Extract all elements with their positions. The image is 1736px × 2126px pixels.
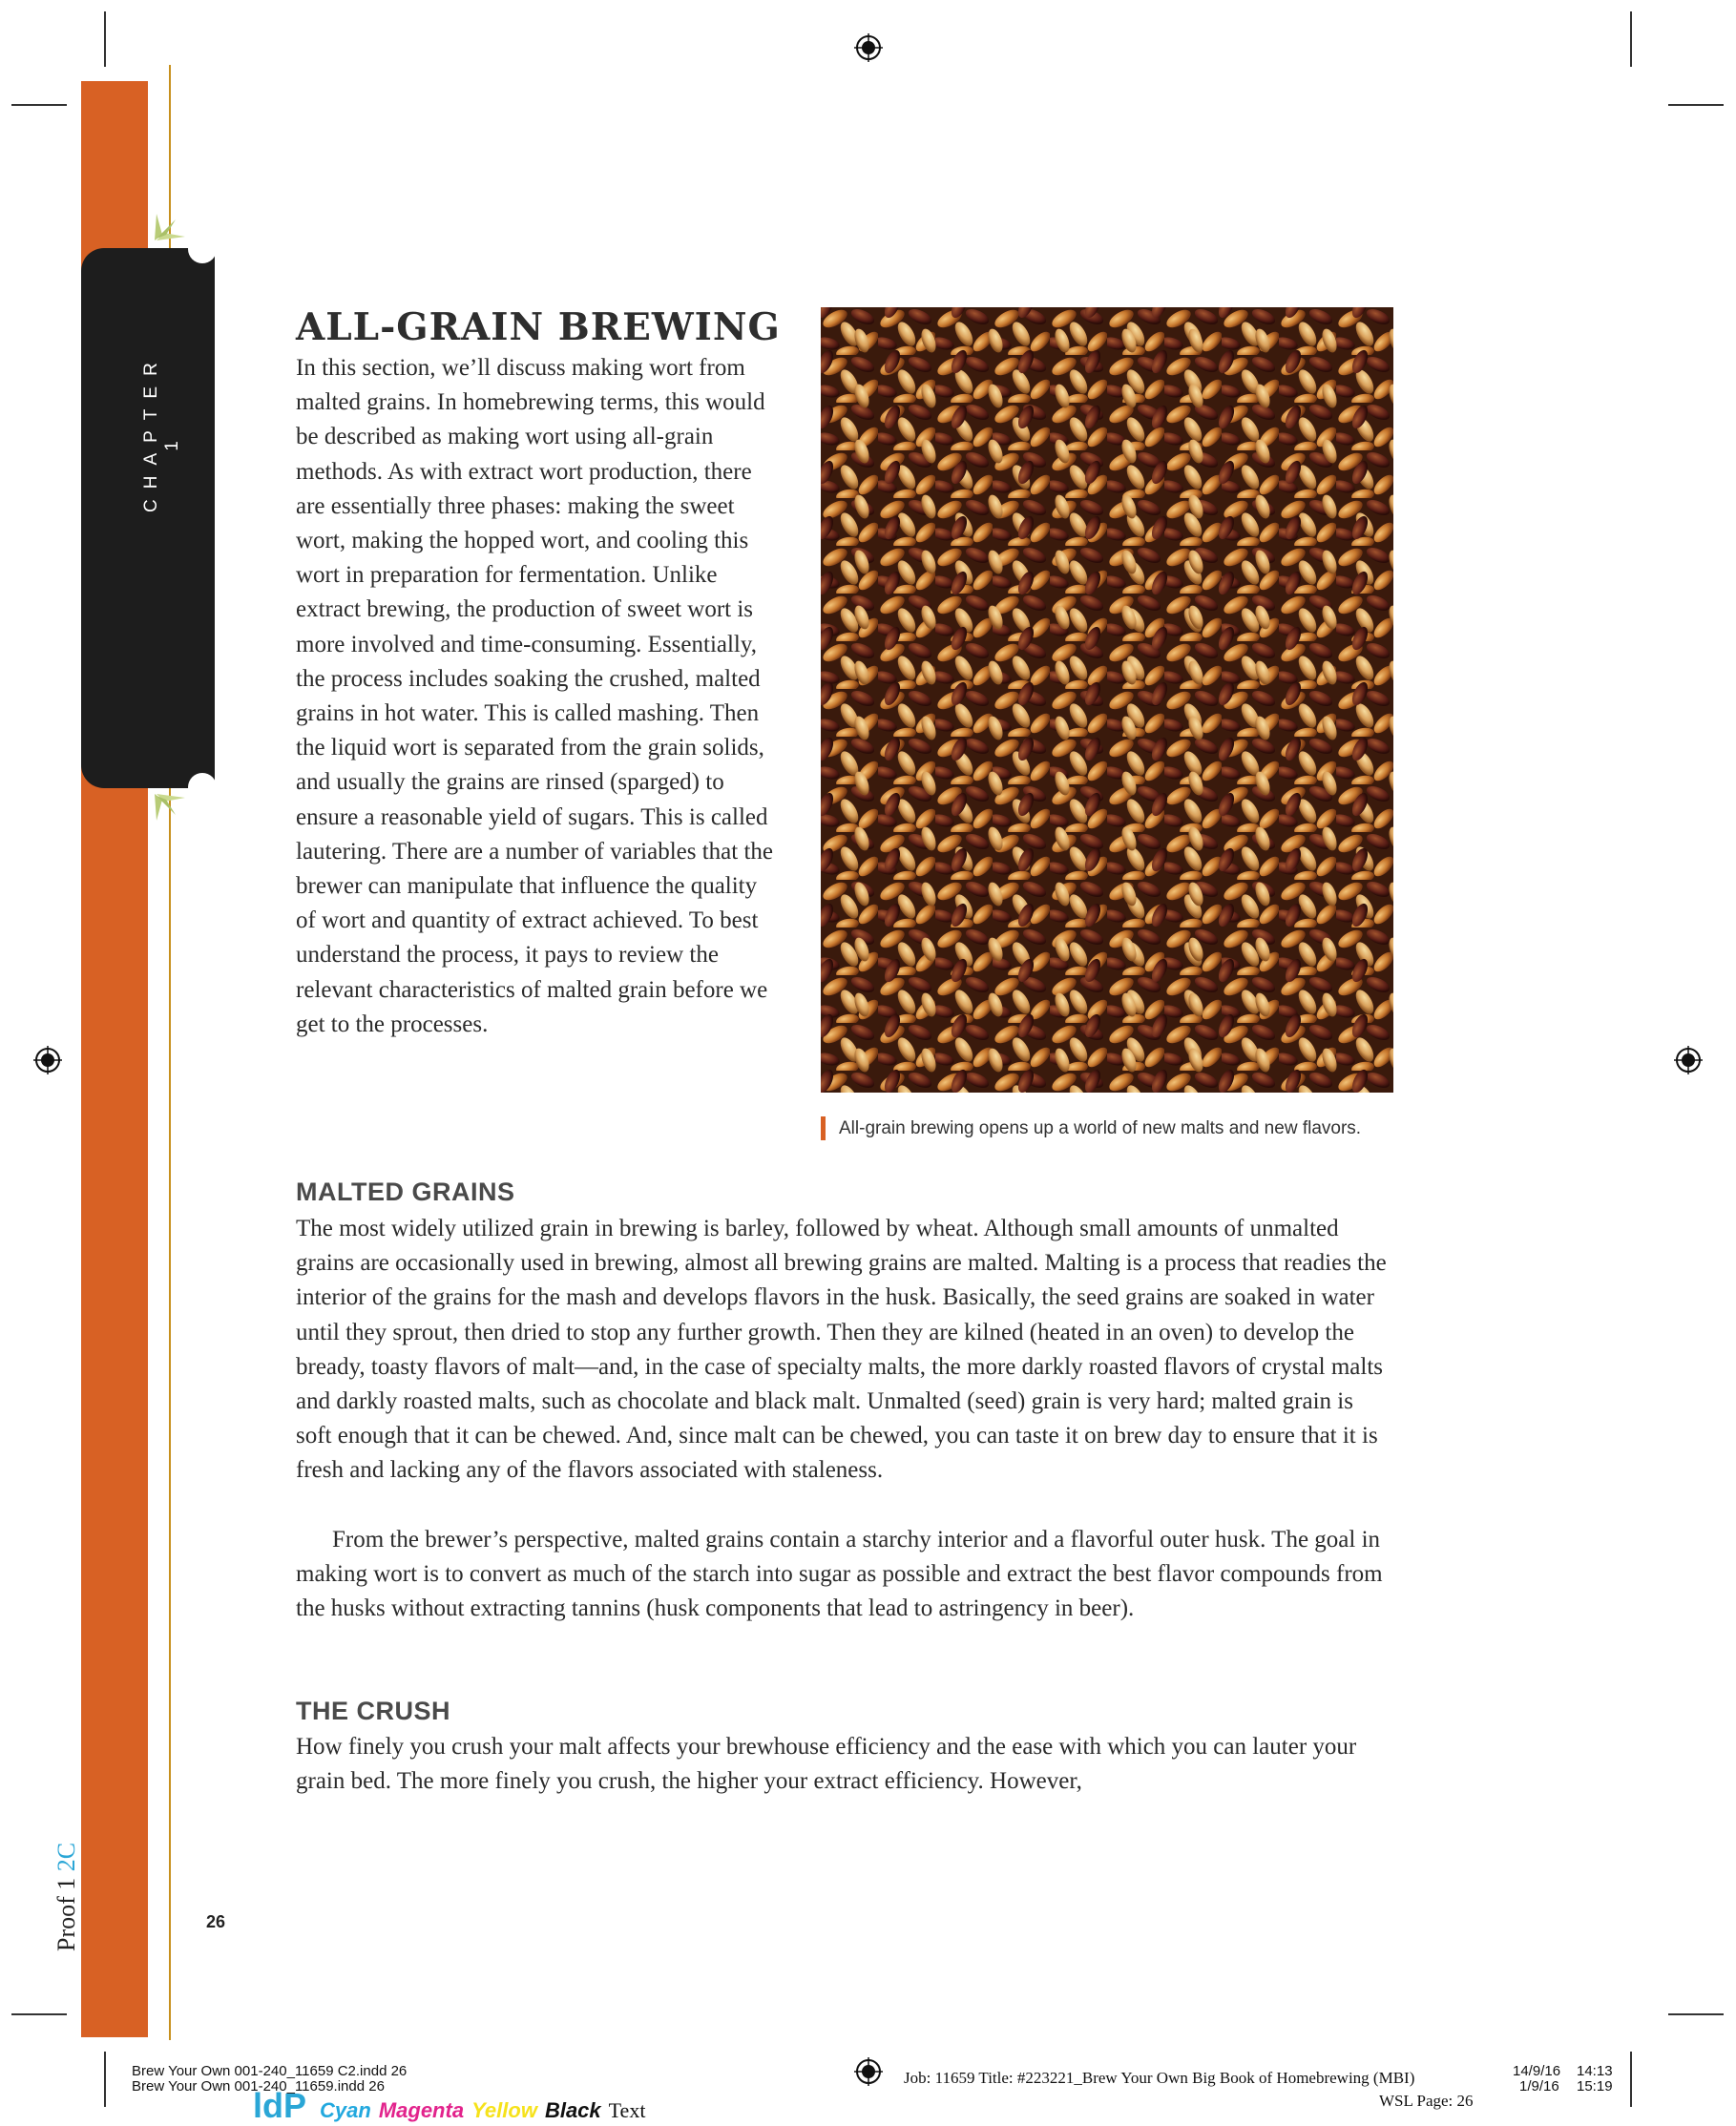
photo-caption	[821, 1116, 1361, 1140]
yellow-label: Yellow	[471, 2098, 537, 2122]
registration-target-icon	[854, 2057, 883, 2086]
caption-marker	[821, 1116, 826, 1140]
file-slug-line-2: Brew Your Own 001-240_11659.indd 26	[132, 2078, 385, 2095]
crop-mark	[1630, 2052, 1632, 2107]
chapter-label: CHAPTER 1	[141, 352, 182, 512]
malted-grains-paragraph-2: From the brewer’s perspective, malted grains contain a starchy interior and a flavorful outer husk. The goal in making wort is to convert as much of the starch into sugar as possible and extract the best flavor compounds from the husks without extracting tannins (husk components that lead to astringency in beer).	[296, 1527, 1383, 1622]
crop-mark	[1668, 104, 1724, 106]
crop-mark	[1630, 11, 1632, 67]
chapter-tab	[81, 248, 215, 788]
proof-code: 2C	[52, 1842, 80, 1872]
malted-grains-paragraph-1: The most widely utilized grain in brewing is barley, followed by wheat. Although small amounts of unmalted grains are occasionally used in brewing, almost all brewing grains are malted. Malting is a process that readies the interior of the grains for the mash and develops flavors in the husk. Basically, the seed grains are soaked in water until they sprout, then dried to stop any further growth. Then they are kilned (heated in an oven) to develop the bready, toasty flavors of malt—and, in the case of specialty malts, the more darkly roasted flavors of crystal malts and darkly roasted malts, such as chocolate and black malt. Unmalted (seed) grain is very hard; malted grain is soft enough that it can be chewed. And, since malt can be chewed, you can taste it on brew day to ensure that it is fresh and lacking any of the flavors associated with staleness.	[296, 1216, 1387, 1484]
crop-mark	[11, 104, 67, 106]
crush-paragraph: How finely you crush your malt affects your brewhouse efficiency and the ease with which you can lauter your grain bed. The more finely you crush, the higher your extract efficiency. However,	[296, 1734, 1357, 1795]
registration-target-icon	[1674, 1046, 1703, 1074]
cyan-label: Cyan	[320, 2098, 371, 2122]
leaf-ornament-icon	[151, 792, 189, 826]
color-separation-bar	[253, 2086, 645, 2126]
section-title: ALL-GRAIN BREWING	[296, 305, 781, 349]
crop-mark	[104, 2052, 106, 2107]
text-label: Text	[608, 2098, 646, 2122]
magenta-label: Magenta	[378, 2098, 465, 2122]
crop-mark	[11, 2013, 67, 2015]
slug-time-1: 14:13	[1577, 2063, 1613, 2079]
leaf-ornament-icon	[151, 208, 189, 242]
registration-target-icon	[33, 1046, 62, 1074]
intro-paragraph: In this section, we’ll discuss making wort from malted grains. In homebrewing terms, this would be described as making wort using all-grain methods. As with extract wort production, there are essentially three phases: making the sweet wort, making the hopped wort, and cooling this wort in preparation for fermentation. Unlike extract brewing, the production of sweet wort is more involved and time-consuming. Essentially, the process includes soaking the crushed, malted grains in hot water. This is called mashing. Then the liquid wort is separated from the grain solids, and usually the grains are rinsed (sparged) to ensure a reasonable yield of sugars. This is called lautering. There are a number of variables that the brewer can manipulate that influence the quality of wort and quantity of extract achieved. To best understand the process, it pays to review the relevant characteristics of malted grain before we get to the processes.	[296, 355, 774, 1037]
slug-date-1: 14/9/16	[1513, 2063, 1561, 2079]
slug-time-2: 15:19	[1577, 2078, 1613, 2095]
file-slug-line-1: Brew Your Own 001-240_11659 C2.indd 26	[132, 2063, 408, 2079]
black-label: Black	[544, 2098, 601, 2122]
page-number: 26	[206, 1912, 226, 1931]
job-slug: Job: 11659 Title: #223221_Brew Your Own Big Book of Homebrewing (MBI)	[904, 2069, 1415, 2087]
proof-label: Proof 1	[52, 1877, 80, 1951]
caption-text: All-grain brewing opens up a world of new malts and new flavors.	[839, 1117, 1362, 1138]
crush-heading: THE CRUSH	[296, 1697, 451, 1725]
registration-target-icon	[854, 33, 883, 62]
crop-mark	[104, 11, 106, 67]
proof-slug	[52, 1837, 81, 1951]
slug-date-2: 1/9/16	[1519, 2078, 1559, 2095]
malted-grain-photo	[821, 307, 1393, 1093]
wsl-page: WSL Page: 26	[1379, 2092, 1474, 2110]
printer-logo: ldP	[253, 2086, 307, 2125]
malted-grains-heading: MALTED GRAINS	[296, 1178, 515, 1206]
crop-mark	[1668, 2013, 1724, 2015]
